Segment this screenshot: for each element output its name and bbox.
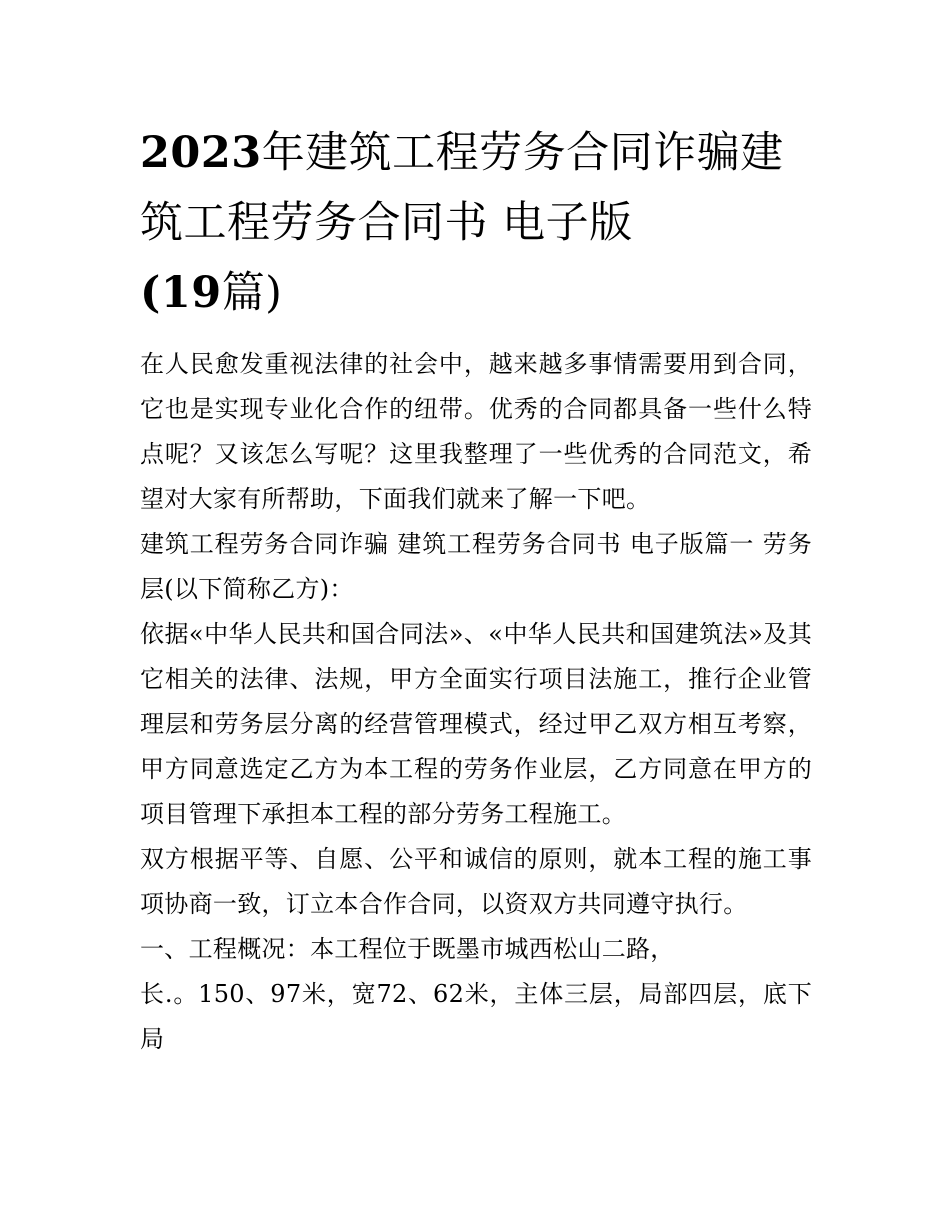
document-page	[140, 118, 812, 1062]
project-size-paragraph: 长.。150、97米，宽72、62米，主体三层，局部四层，底下局	[140, 980, 812, 1053]
legal-basis-paragraph: 依据«中华人民共和国合同法»、«中华人民共和国建筑法»及其它相关的法律、法规，甲方全面实行项目法施工，推行企业管理层和劳务层分离的经营管理模式，经过甲乙双方相互考察，甲方同意选定乙方为本工程的劳务作业层，乙方同意在甲方的项目管理下承担本工程的部分劳务工程施工。	[140, 620, 812, 828]
principle-paragraph: 双方根据平等、自愿、公平和诚信的原则，就本工程的施工事项协商一致，订立本合作合同，以资双方共同遵守执行。	[140, 845, 812, 918]
project-overview-paragraph: 一、工程概况：本工程位于既墨市城西松山二路，	[140, 935, 675, 963]
intro-paragraph: 在人民愈发重视法律的社会中，越来越多事情需要用到合同，它也是实现专业化合作的纽带。优秀的合同都具备一些什么特点呢？又该怎么写呢？这里我整理了一些优秀的合同范文，希望对大家有所帮助，下面我们就来了解一下吧。	[140, 350, 812, 513]
title-year: 2023	[140, 128, 262, 178]
document-title	[140, 118, 812, 328]
title-count-number: (19	[140, 268, 222, 318]
title-text: 年建筑工程劳务合同诈骗建筑工程劳务合同书 电子版	[140, 128, 784, 248]
section-heading-paragraph: 建筑工程劳务合同诈骗 建筑工程劳务合同书 电子版篇一 劳务层(以下简称乙方)：	[140, 530, 812, 603]
title-count-unit: 篇)	[221, 268, 283, 318]
